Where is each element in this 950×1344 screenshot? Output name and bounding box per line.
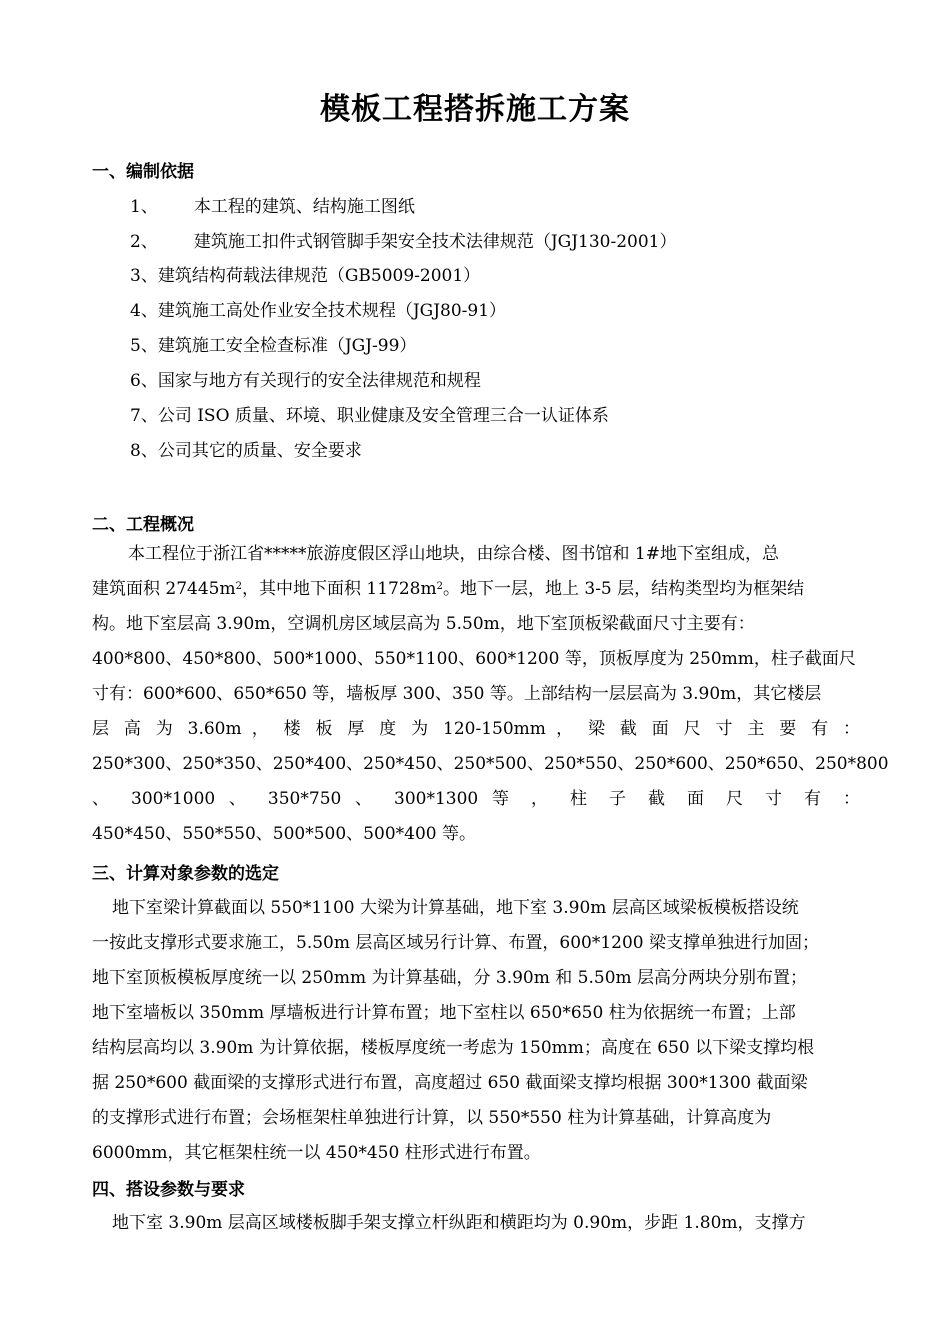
- paragraph-line: 6000mm，其它框架柱统一以 450*450 柱形式进行布置。: [92, 1143, 541, 1163]
- paragraph-line: 地下室 3.90m 层高区域楼板脚手架支撑立杆纵距和横距均为 0.90m，步距 1.80m，支撑方: [112, 1213, 806, 1233]
- list-item-number: 1、: [130, 197, 158, 217]
- paragraph-line: 250*300、250*350、250*400、250*450、250*500、250*550、250*600、250*650、250*800: [92, 754, 889, 774]
- section-heading-overview: 二、工程概况: [92, 515, 194, 535]
- list-item-text: 本工程的建筑、结构施工图纸: [193, 197, 415, 217]
- parameters-paragraph: [92, 891, 860, 1171]
- paragraph-line: [92, 572, 860, 607]
- list-item: 6、国家与地方有关现行的安全法律规范和规程: [130, 371, 481, 391]
- text-run: ，其中地下面积 11728m: [241, 579, 437, 599]
- document-title: 模板工程搭拆施工方案: [320, 92, 630, 127]
- superscript: 2: [436, 581, 443, 592]
- paragraph-line: 层 高 为 3.60m ， 楼 板 厚 度 为 120-150mm ， 梁 截 面 尺 寸 主 要 有 ：: [92, 719, 860, 739]
- list-item-text: 建筑施工扣件式钢管脚手架安全技术法律规范（JGJ130-2001）: [193, 232, 677, 252]
- list-item-number: 2、: [130, 232, 158, 252]
- list-item: 7、公司 ISO 质量、环境、职业健康及安全管理三合一认证体系: [130, 406, 609, 426]
- paragraph-line: 的支撑形式进行布置；会场框架柱单独进行计算，以 550*550 柱为计算基础，计算高度为: [92, 1108, 772, 1128]
- list-item: [130, 195, 415, 219]
- overview-paragraph: [92, 537, 889, 852]
- paragraph-line: 地下室墙板以 350mm 厚墙板进行计算布置；地下室柱以 650*650 柱为依据统一布置；上部: [92, 1003, 796, 1023]
- paragraph-line: 、 300*1000 、 350*750 、 300*1300 等 ， 柱 子 截 面 尺 寸 有 ：: [92, 789, 861, 809]
- section-heading-basis: 一、编制依据: [92, 162, 194, 182]
- paragraph-line: 450*450、550*550、500*500、500*400 等。: [92, 824, 476, 844]
- list-item: 4、建筑施工高处作业安全技术规程（JGJ80-91）: [130, 301, 507, 321]
- paragraph-line: 据 250*600 截面梁的支撑形式进行布置，高度超过 650 截面梁支撑均根据 300*1300 截面梁: [92, 1073, 808, 1093]
- paragraph-line: 地下室顶板模板厚度统一以 250mm 为计算基础，分 3.90m 和 5.50m 层高分两块分别布置；: [92, 968, 808, 988]
- list-item: 5、建筑施工安全检查标准（JGJ-99）: [130, 336, 417, 356]
- paragraph-line: 一按此支撑形式要求施工，5.50m 层高区域另行计算、布置，600*1200 梁支撑单独进行加固；: [92, 933, 819, 953]
- section-heading-parameters: 三、计算对象参数的选定: [92, 864, 279, 884]
- list-item: [130, 230, 677, 254]
- paragraph-line: 400*800、450*800、500*1000、550*1100、600*1200 等，顶板厚度为 250mm，柱子截面尺: [92, 649, 856, 669]
- list-item: 3、建筑结构荷载法律规范（GB5009-2001）: [130, 266, 481, 286]
- paragraph-line: 构。地下室层高 3.90m，空调机房区域层高为 5.50m，地下室顶板梁截面尺寸主要有：: [92, 614, 755, 634]
- superscript: 2: [235, 581, 242, 592]
- text-run: 。地下一层，地上 3-5 层，结构类型均为框架结: [442, 579, 805, 599]
- list-item: 8、公司其它的质量、安全要求: [130, 441, 362, 461]
- paragraph-line: 结构层高均以 3.90m 为计算依据，楼板厚度统一考虑为 150mm；高度在 650 以下梁支撑均根: [92, 1038, 815, 1058]
- requirements-paragraph: [92, 1206, 860, 1241]
- text-run: 建筑面积 27445m: [92, 579, 236, 599]
- section-heading-requirements: 四、搭设参数与要求: [92, 1180, 245, 1200]
- paragraph-line: 寸有：600*600、650*650 等，墙板厚 300、350 等。上部结构一层层高为 3.90m，其它楼层: [92, 684, 822, 704]
- paragraph-line: 地下室梁计算截面以 550*1100 大梁为计算基础，地下室 3.90m 层高区域梁板模板搭设统: [112, 898, 799, 918]
- paragraph-line: 本工程位于浙江省*****旅游度假区浮山地块，由综合楼、图书馆和 1#地下室组成，总: [128, 544, 779, 564]
